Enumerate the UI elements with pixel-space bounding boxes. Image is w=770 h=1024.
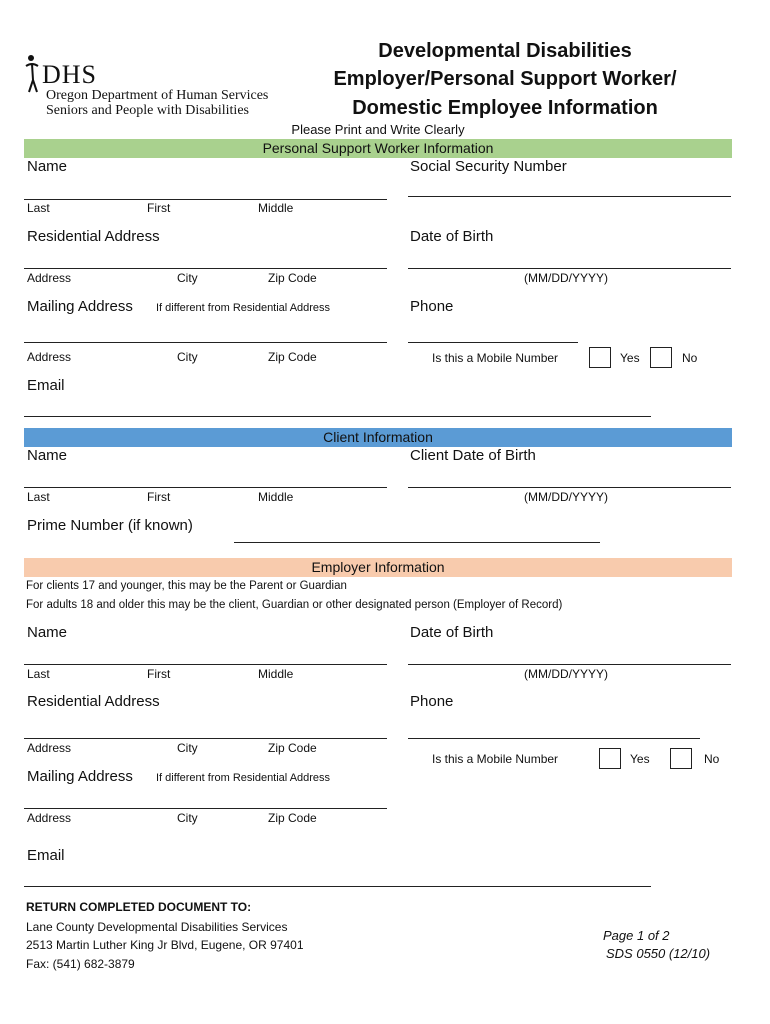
psw-email-field[interactable] — [24, 416, 651, 417]
client-dob-field[interactable] — [408, 487, 731, 488]
agency-name-line2: Seniors and People with Disabilities — [46, 103, 249, 118]
client-dob-label: Client Date of Birth — [410, 447, 536, 464]
employer-yes-label: Yes — [630, 752, 650, 766]
employer-note-1: For clients 17 and younger, this may be the Parent or Guardian — [26, 580, 347, 592]
employer-mail-zip-label: Zip Code — [268, 811, 317, 825]
employer-zip-label: Zip Code — [268, 741, 317, 755]
employer-name-label: Name — [27, 624, 68, 641]
employer-last-label: Last — [27, 667, 50, 681]
psw-section-header: Personal Support Worker Information — [24, 139, 732, 158]
client-name-field[interactable] — [24, 487, 387, 488]
psw-middle-label: Middle — [258, 201, 294, 215]
form-title-line2: Employer/Personal Support Worker/ — [333, 68, 677, 90]
psw-zip-label: Zip Code — [268, 271, 317, 285]
client-last-label: Last — [27, 490, 50, 504]
employer-if-different: If different from Residential Address — [156, 772, 331, 784]
psw-ssn-field[interactable] — [408, 196, 731, 197]
psw-mail-address-label: Address — [27, 350, 72, 364]
return-label: RETURN COMPLETED DOCUMENT TO: — [26, 900, 252, 914]
dhs-wordmark: DHS — [42, 60, 98, 89]
client-middle-label: Middle — [258, 490, 294, 504]
psw-dob-label: Date of Birth — [410, 228, 494, 245]
psw-email-label: Email — [27, 377, 65, 394]
psw-ssn-label: Social Security Number — [410, 158, 567, 175]
employer-dob-field[interactable] — [408, 664, 731, 665]
psw-mobile-no-checkbox[interactable] — [650, 347, 672, 368]
employer-mobile-yes-checkbox[interactable] — [599, 748, 621, 769]
employer-no-label: No — [704, 752, 720, 766]
psw-name-field[interactable] — [24, 199, 387, 200]
psw-residential-label: Residential Address — [27, 228, 160, 245]
return-street: 2513 Martin Luther King Jr Blvd, Eugene, OR 97401 — [26, 938, 304, 952]
agency-name-line1: Oregon Department of Human Services — [46, 88, 269, 103]
client-name-label: Name — [27, 447, 68, 464]
psw-phone-field[interactable] — [408, 342, 578, 343]
psw-first-label: First — [147, 201, 171, 215]
employer-mailing-field[interactable] — [24, 808, 387, 809]
psw-mobile-question: Is this a Mobile Number — [432, 351, 559, 365]
page-number: Page 1 of 2 — [603, 928, 670, 943]
psw-yes-label: Yes — [620, 351, 640, 365]
employer-residential-label: Residential Address — [27, 693, 160, 710]
employer-city-label: City — [177, 741, 198, 755]
psw-address-label: Address — [27, 271, 72, 285]
employer-residential-field[interactable] — [24, 738, 387, 739]
employer-address-label: Address — [27, 741, 72, 755]
client-dob-format: (MM/DD/YYYY) — [524, 490, 608, 504]
psw-name-label: Name — [27, 158, 68, 175]
psw-mail-zip-label: Zip Code — [268, 350, 317, 364]
employer-email-field[interactable] — [24, 886, 651, 887]
psw-last-label: Last — [27, 201, 50, 215]
return-fax: Fax: (541) 682-3879 — [26, 957, 135, 971]
employer-middle-label: Middle — [258, 667, 294, 681]
employer-mobile-no-checkbox[interactable] — [670, 748, 692, 769]
employer-name-field[interactable] — [24, 664, 387, 665]
employer-dob-label: Date of Birth — [410, 624, 494, 641]
employer-mobile-question: Is this a Mobile Number — [432, 752, 559, 766]
form-id: SDS 0550 (12/10) — [606, 946, 711, 961]
psw-mailing-field[interactable] — [24, 342, 387, 343]
client-prime-field[interactable] — [234, 542, 600, 543]
psw-mobile-yes-checkbox[interactable] — [589, 347, 611, 368]
employer-mail-address-label: Address — [27, 811, 72, 825]
psw-if-different: If different from Residential Address — [156, 302, 331, 314]
employer-section-header: Employer Information — [24, 558, 732, 577]
psw-city-label: City — [177, 271, 198, 285]
employer-first-label: First — [147, 667, 171, 681]
print-instruction: Please Print and Write Clearly — [291, 122, 465, 137]
employer-mail-city-label: City — [177, 811, 198, 825]
return-office: Lane County Developmental Disabilities Services — [26, 920, 288, 934]
form-title-line1: Developmental Disabilities — [378, 40, 632, 62]
employer-note-2: For adults 18 and older this may be the client, Guardian or other designated person (Employer of Record) — [26, 599, 563, 611]
employer-email-label: Email — [27, 847, 65, 864]
employer-dob-format: (MM/DD/YYYY) — [524, 667, 608, 681]
client-section-header: Client Information — [24, 428, 732, 447]
psw-no-label: No — [682, 351, 698, 365]
psw-residential-field[interactable] — [24, 268, 387, 269]
psw-mail-city-label: City — [177, 350, 198, 364]
psw-dob-format: (MM/DD/YYYY) — [524, 271, 608, 285]
psw-mailing-label: Mailing Address — [27, 298, 133, 315]
psw-dob-field[interactable] — [408, 268, 731, 269]
employer-phone-field[interactable] — [408, 738, 700, 739]
psw-phone-label: Phone — [410, 298, 454, 315]
employer-phone-label: Phone — [410, 693, 454, 710]
client-prime-label: Prime Number (if known) — [27, 517, 193, 534]
dhs-logo — [24, 54, 274, 118]
form-title-line3: Domestic Employee Information — [352, 97, 658, 119]
employer-mailing-label: Mailing Address — [27, 768, 133, 785]
client-first-label: First — [147, 490, 171, 504]
